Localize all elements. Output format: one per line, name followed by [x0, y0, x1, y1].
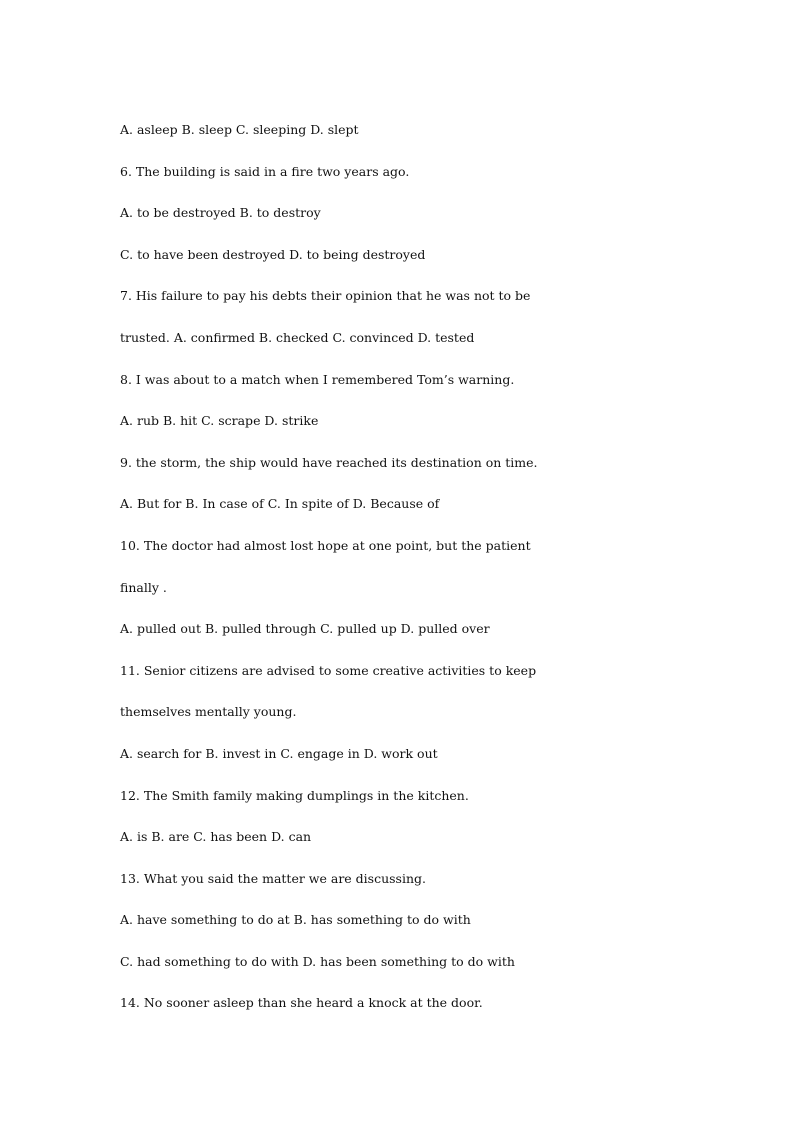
- answer-options-10: A. pulled out B. pulled through C. pulled up D. pulled over: [120, 621, 490, 637]
- question-14: 14. No sooner asleep than she heard a knock at the door.: [120, 995, 483, 1011]
- answer-options-6-b: C. to have been destroyed D. to being destroyed: [120, 246, 426, 262]
- answer-options-6-a: A. to be destroyed B. to destroy: [120, 205, 321, 221]
- question-11-continued: themselves mentally young.: [120, 704, 297, 720]
- answer-options-5: A. asleep B. sleep C. sleeping D. slept: [120, 122, 359, 137]
- question-9: 9. the storm, the ship would have reached its destination on time.: [120, 454, 538, 470]
- question-8: 8. I was about to a match when I remembered Tom’s warning.: [120, 371, 515, 387]
- answer-options-9: A. But for B. In case of C. In spite of D. Because of: [120, 496, 440, 512]
- answer-options-12: A. is B. are C. has been D. can: [120, 829, 312, 845]
- question-6: 6. The building is said in a fire two years ago.: [120, 163, 410, 179]
- question-10-continued: finally .: [120, 579, 167, 595]
- question-12: 12. The Smith family making dumplings in the kitchen.: [120, 787, 469, 803]
- question-7-continued: trusted. A. confirmed B. checked C. convinced D. tested: [120, 329, 475, 345]
- question-10: 10. The doctor had almost lost hope at one point, but the patient: [120, 537, 531, 553]
- question-11: 11. Senior citizens are advised to some creative activities to keep: [120, 662, 537, 678]
- answer-options-13-b: C. had something to do with D. has been something to do with: [120, 953, 515, 969]
- answer-options-8: A. rub B. hit C. scrape D. strike: [120, 413, 319, 429]
- question-7: 7. His failure to pay his debts their opinion that he was not to be: [120, 288, 531, 304]
- answer-options-13-a: A. have something to do at B. has something to do with: [120, 912, 471, 928]
- question-13: 13. What you said the matter we are discussing.: [120, 870, 426, 886]
- answer-options-11: A. search for B. invest in C. engage in D. work out: [120, 745, 438, 761]
- document-body: [120, 120, 760, 1035]
